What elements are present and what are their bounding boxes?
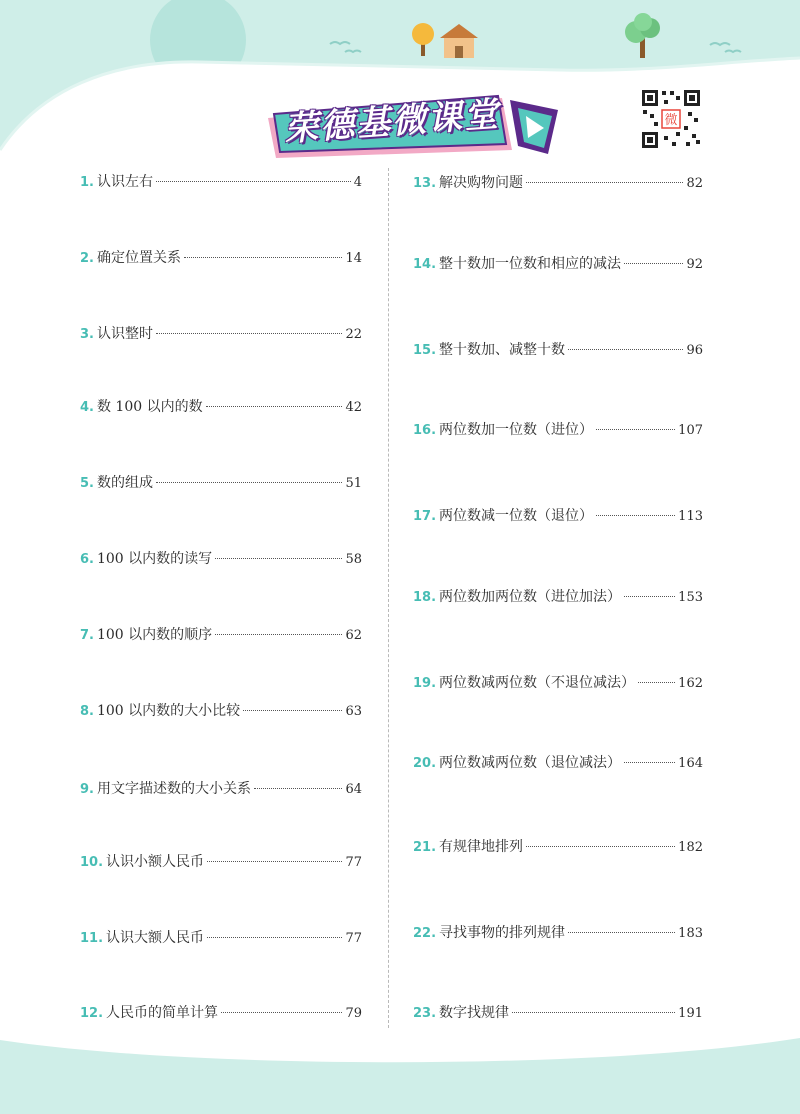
toc-leader-dots [624, 263, 683, 264]
toc-entry-number: 12. [80, 1006, 104, 1021]
toc-entry[interactable] [413, 340, 703, 360]
toc-entry-page: 4 [353, 175, 362, 190]
toc-entry-title: 100 以内数的顺序 [96, 627, 213, 643]
toc-entry-number: 8. [80, 704, 94, 719]
toc-entry-title: 解决购物问题 [439, 175, 524, 191]
qr-code-icon[interactable] [640, 88, 702, 150]
toc-entry-number: 22. [413, 926, 437, 941]
toc-entry-title: 认识大额人民币 [106, 930, 205, 946]
toc-entry-page: 22 [345, 327, 362, 342]
toc-leader-dots [512, 1012, 675, 1013]
footer-background [0, 1030, 800, 1114]
toc-leader-dots [638, 682, 675, 683]
toc-entry-title: 人民币的简单计算 [106, 1005, 219, 1021]
toc-entry[interactable] [413, 753, 703, 773]
toc-entry-page: 96 [686, 343, 703, 358]
toc-leader-dots [207, 937, 342, 938]
toc-leader-dots [184, 257, 342, 258]
toc-entry-page: 62 [345, 628, 362, 643]
toc-entry-page: 14 [345, 251, 362, 266]
toc-entry-title: 两位数减一位数（退位） [439, 508, 594, 524]
toc-leader-dots [156, 181, 351, 182]
toc-entry-title: 确定位置关系 [96, 250, 181, 266]
toc-leader-dots [221, 1012, 342, 1013]
toc-entry[interactable] [80, 248, 362, 268]
toc-entry-title: 数的组成 [96, 475, 153, 491]
toc-entry[interactable] [80, 779, 362, 799]
toc-entry-number: 19. [413, 676, 437, 691]
toc-entry-number: 16. [413, 423, 437, 438]
toc-entry-title: 整十数加、减整十数 [439, 342, 566, 358]
toc-entry-page: 153 [678, 590, 703, 605]
toc-entry[interactable] [413, 837, 703, 857]
toc-leader-dots [568, 349, 683, 350]
toc-leader-dots [254, 788, 342, 789]
toc-entry-page: 183 [678, 926, 703, 941]
toc-entry-page: 77 [345, 931, 362, 946]
toc-entry-number: 9. [80, 782, 94, 797]
toc-entry-title: 两位数加一位数（进位） [439, 422, 594, 438]
toc-leader-dots [207, 861, 342, 862]
column-divider [388, 168, 389, 1028]
toc-entry-title: 用文字描述数的大小关系 [96, 781, 251, 797]
toc-entry[interactable] [80, 397, 362, 417]
toc-entry-title: 数字找规律 [439, 1005, 510, 1021]
toc-entry-number: 5. [80, 476, 94, 491]
toc-leader-dots [568, 932, 675, 933]
toc-entry[interactable] [80, 1003, 362, 1023]
toc-entry[interactable] [80, 324, 362, 344]
toc-leader-dots [596, 515, 675, 516]
toc-entry[interactable] [413, 506, 703, 526]
toc-leader-dots [215, 558, 342, 559]
toc-entry[interactable] [413, 587, 703, 607]
toc-entry-page: 164 [678, 756, 703, 771]
toc-entry-page: 42 [345, 400, 362, 415]
toc-leader-dots [215, 634, 342, 635]
toc-entry[interactable] [413, 173, 703, 193]
toc-entry-page: 182 [678, 840, 703, 855]
toc-entry-title: 数 100 以内的数 [96, 399, 203, 415]
toc-entry[interactable] [413, 254, 703, 274]
toc-entry-page: 64 [345, 782, 362, 797]
toc-entry-title: 整十数加一位数和相应的减法 [439, 256, 622, 272]
toc-entry[interactable] [80, 549, 362, 569]
toc-entry-number: 7. [80, 628, 94, 643]
toc-entry-page: 79 [345, 1006, 362, 1021]
toc-entry[interactable] [80, 928, 362, 948]
toc-entry-title: 100 以内数的大小比较 [96, 703, 241, 719]
toc-entry-page: 113 [678, 509, 703, 524]
toc-leader-dots [624, 762, 675, 763]
toc-entry-title: 有规律地排列 [439, 839, 524, 855]
toc-entry-page: 51 [345, 476, 362, 491]
toc-entry-number: 11. [80, 931, 104, 946]
toc-entry[interactable] [413, 420, 703, 440]
toc-entry-page: 107 [678, 423, 703, 438]
banner-title: 荣德基微课堂 [282, 94, 502, 150]
toc-leader-dots [243, 710, 342, 711]
toc-entry-page: 58 [345, 552, 362, 567]
toc-leader-dots [526, 846, 675, 847]
toc-entry-page: 77 [345, 855, 362, 870]
toc-leader-dots [156, 333, 342, 334]
qr-center-label: 微 [664, 113, 678, 128]
toc-entry-number: 6. [80, 552, 94, 567]
toc-entry-number: 14. [413, 257, 437, 272]
toc-entry[interactable] [80, 701, 362, 721]
toc-entry-title: 两位数减两位数（不退位减法） [439, 675, 636, 691]
toc-entry[interactable] [80, 473, 362, 493]
toc-entry[interactable] [413, 923, 703, 943]
toc-leader-dots [596, 429, 675, 430]
toc-entry[interactable] [80, 625, 362, 645]
toc-entry-page: 191 [678, 1006, 703, 1021]
toc-entry-title: 寻找事物的排列规律 [439, 925, 566, 941]
toc-entry[interactable] [80, 172, 362, 192]
toc-entry-title: 认识左右 [96, 174, 153, 190]
toc-entry[interactable] [413, 1003, 703, 1023]
toc-entry[interactable] [80, 852, 362, 872]
toc-entry-number: 20. [413, 756, 437, 771]
toc-entry-number: 18. [413, 590, 437, 605]
toc-leader-dots [206, 406, 343, 407]
toc-entry-number: 1. [80, 175, 94, 190]
toc-leader-dots [624, 596, 675, 597]
toc-entry-number: 2. [80, 251, 94, 266]
toc-entry-number: 21. [413, 840, 437, 855]
toc-entry-title: 两位数加两位数（进位加法） [439, 589, 622, 605]
toc-entry-number: 3. [80, 327, 94, 342]
toc-entry-title: 认识整时 [96, 326, 153, 342]
toc-leader-dots [526, 182, 683, 183]
toc-leader-dots [156, 482, 342, 483]
toc-entry-number: 17. [413, 509, 437, 524]
toc-entry[interactable] [413, 673, 703, 693]
toc-entry-title: 两位数减两位数（退位减法） [439, 755, 622, 771]
toc-entry-number: 23. [413, 1006, 437, 1021]
toc-entry-page: 63 [345, 704, 362, 719]
toc-entry-title: 认识小额人民币 [106, 854, 205, 870]
toc-entry-number: 10. [80, 855, 104, 870]
toc-entry-title: 100 以内数的读写 [96, 551, 213, 567]
toc-entry-page: 82 [686, 176, 703, 191]
toc-entry-page: 162 [678, 676, 703, 691]
toc-entry-number: 13. [413, 176, 437, 191]
toc-entry-number: 4. [80, 400, 94, 415]
toc-entry-page: 92 [686, 257, 703, 272]
toc-entry-number: 15. [413, 343, 437, 358]
